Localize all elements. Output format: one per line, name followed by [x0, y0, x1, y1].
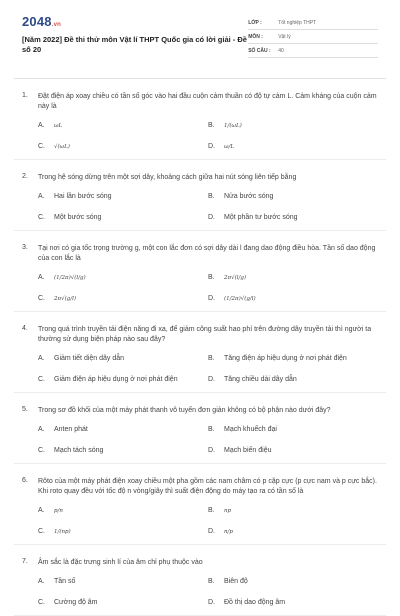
- option-letter: B.: [208, 193, 215, 200]
- option-text: Mạch tách sóng: [54, 447, 104, 454]
- question-number: 3.: [22, 244, 28, 251]
- question-number: 6.: [22, 477, 28, 484]
- option-text: ω/L: [224, 143, 234, 150]
- answer-option[interactable]: [208, 193, 378, 200]
- option-letter: C.: [38, 447, 45, 454]
- meta-row-grade: [248, 16, 378, 30]
- answer-option[interactable]: [38, 295, 208, 302]
- question-number: 1.: [22, 92, 28, 99]
- question-text: Trong hệ sóng dừng trên một sợi dây, khoảng cách giữa hai nút sóng liên tiếp bằng: [38, 174, 297, 181]
- question-row: [22, 558, 378, 568]
- option-text: n/p: [224, 528, 233, 535]
- answer-option[interactable]: [208, 528, 378, 535]
- option-letter: A.: [38, 507, 45, 514]
- option-text: Nửa bước sóng: [224, 193, 274, 200]
- option-letter: C.: [38, 599, 45, 606]
- meta-key: LỚP :: [248, 19, 262, 26]
- option-letter: C.: [38, 528, 45, 535]
- answer-options: [22, 355, 378, 383]
- meta-value: 40: [278, 47, 284, 54]
- option-letter: A.: [38, 274, 45, 281]
- question-text: Đặt điện áp xoay chiều có tần số góc vào hai đầu cuộn cảm thuần có độ tự cảm L. Cảm kháng của cuộn cảm này là: [38, 93, 377, 110]
- answer-option[interactable]: [38, 507, 208, 514]
- answer-option[interactable]: [208, 578, 378, 585]
- option-text: p/n: [54, 507, 63, 514]
- answer-option[interactable]: [208, 143, 378, 150]
- option-letter: D.: [208, 295, 215, 302]
- question-row: [22, 244, 378, 264]
- option-text: ωL: [54, 122, 63, 129]
- option-text: Một bước sóng: [54, 214, 102, 221]
- option-letter: A.: [38, 355, 45, 362]
- option-letter: A.: [38, 578, 45, 585]
- answer-option[interactable]: [208, 376, 378, 383]
- exam-meta: [248, 16, 378, 58]
- option-text: Giảm điện áp hiệu dụng ở nơi phát điện: [54, 376, 178, 383]
- logo-suffix: .vn: [51, 22, 62, 28]
- option-text: Tần số: [54, 578, 76, 585]
- option-text: np: [224, 507, 232, 514]
- option-text: Mạch biến điệu: [224, 447, 272, 454]
- option-letter: C.: [38, 376, 45, 383]
- option-text: Hai lần bước sóng: [54, 193, 112, 200]
- answer-option[interactable]: [208, 447, 378, 454]
- question-item: [14, 79, 386, 160]
- option-letter: B.: [208, 122, 215, 129]
- option-letter: C.: [38, 143, 45, 150]
- answer-option[interactable]: [38, 122, 208, 129]
- option-text: (1/2π)√(g/l): [224, 295, 256, 302]
- option-letter: B.: [208, 426, 215, 433]
- question-row: [22, 92, 378, 112]
- answer-option[interactable]: [208, 295, 378, 302]
- question-text: Rôto của một máy phát điện xoay chiều một pha gồm các nam châm có p cặp cực (p cực nam và p cực bắc). Khi roto quay đều với tốc độ n vòng/giây thì suất điện động do máy tạo ra có tần số là: [38, 478, 377, 495]
- option-text: Giảm tiết diện dây dẫn: [54, 355, 125, 362]
- question-item: [14, 160, 386, 231]
- meta-key: SỐ CÂU :: [248, 47, 271, 54]
- option-text: Tăng điện áp hiệu dụng ở nơi phát điện: [224, 355, 347, 362]
- option-text: Biên độ: [224, 578, 248, 585]
- question-item: [14, 312, 386, 393]
- option-letter: D.: [208, 599, 215, 606]
- option-letter: B.: [208, 274, 215, 281]
- answer-option[interactable]: [208, 426, 378, 433]
- answer-option[interactable]: [38, 214, 208, 221]
- option-letter: A.: [38, 426, 45, 433]
- question-text: Trong quá trình truyền tải điện năng đi xa, để giảm công suất hao phí trên đường dây truyền tải thì người ta thường sử dụng biện pháp nào sau đây?: [38, 326, 372, 343]
- option-text: Anten phát: [54, 426, 88, 433]
- question-item: [14, 545, 386, 616]
- option-letter: B.: [208, 355, 215, 362]
- answer-options: [22, 426, 378, 454]
- option-letter: D.: [208, 528, 215, 535]
- question-item: [14, 464, 386, 545]
- answer-option[interactable]: [38, 376, 208, 383]
- option-text: √(ωL): [54, 143, 70, 150]
- answer-option[interactable]: [38, 274, 208, 281]
- answer-option[interactable]: [38, 578, 208, 585]
- answer-option[interactable]: [208, 355, 378, 362]
- question-row: [22, 325, 378, 345]
- option-letter: D.: [208, 447, 215, 454]
- option-letter: A.: [38, 122, 45, 129]
- question-text: Trong sơ đồ khối của một máy phát thanh vô tuyến đơn giản không có bộ phận nào dưới đây?: [38, 407, 331, 414]
- option-letter: D.: [208, 143, 215, 150]
- answer-options: [22, 578, 378, 606]
- question-number: 4.: [22, 325, 28, 332]
- option-text: 1/(np): [54, 528, 71, 535]
- answer-options: [22, 193, 378, 221]
- option-text: 1/(ωL): [224, 122, 242, 129]
- option-letter: C.: [38, 295, 45, 302]
- answer-option[interactable]: [38, 599, 208, 606]
- option-text: 2π√(l/g): [224, 274, 247, 281]
- answer-option[interactable]: [38, 528, 208, 535]
- question-row: [22, 173, 378, 183]
- meta-value: Tốt nghiệp THPT: [278, 19, 317, 26]
- exam-header: [22, 10, 378, 72]
- answer-option[interactable]: [38, 426, 208, 433]
- option-letter: D.: [208, 214, 215, 221]
- answer-option[interactable]: [208, 122, 378, 129]
- answer-option[interactable]: [38, 447, 208, 454]
- answer-option[interactable]: [208, 507, 378, 514]
- answer-option[interactable]: [208, 274, 378, 281]
- question-item: [14, 393, 386, 464]
- question-item: [14, 231, 386, 312]
- option-letter: D.: [208, 376, 215, 383]
- question-number: 5.: [22, 406, 28, 413]
- question-list: [22, 79, 378, 616]
- question-text: Âm sắc là đặc trưng sinh lí của âm chỉ phụ thuộc vào: [38, 559, 203, 566]
- option-text: Cường độ âm: [54, 599, 98, 606]
- header-left: [22, 10, 248, 55]
- meta-row-count: [248, 44, 378, 58]
- option-text: (1/2π)√(l/g): [54, 274, 86, 281]
- answer-option[interactable]: [208, 599, 378, 606]
- option-letter: B.: [208, 507, 215, 514]
- option-text: Mạch khuếch đại: [224, 426, 277, 433]
- answer-options: [22, 122, 378, 150]
- answer-options: [22, 507, 378, 535]
- option-text: 2π√(g/l): [54, 295, 77, 302]
- meta-row-subject: [248, 30, 378, 44]
- option-text: Tăng chiều dài dây dẫn: [224, 376, 297, 383]
- exam-title: [Năm 2022] Đề thi thử môn Vật lí THPT Quốc gia có lời giải - Đề số 20: [22, 35, 247, 54]
- meta-value: Vật lý: [278, 33, 291, 40]
- answer-options: [22, 274, 378, 302]
- logo-main: 2048: [22, 14, 52, 29]
- answer-option[interactable]: [208, 214, 378, 221]
- site-logo[interactable]: [22, 14, 248, 29]
- answer-option[interactable]: [38, 143, 208, 150]
- question-number: 2.: [22, 173, 28, 180]
- option-letter: A.: [38, 193, 45, 200]
- question-row: [22, 406, 378, 416]
- question-row: [22, 477, 378, 497]
- option-text: Một phần tư bước sóng: [224, 214, 298, 221]
- meta-key: MÔN :: [248, 33, 263, 40]
- option-letter: B.: [208, 578, 215, 585]
- option-text: Đồ thị dao động âm: [224, 599, 286, 606]
- question-number: 7.: [22, 558, 28, 565]
- answer-option[interactable]: [38, 355, 208, 362]
- option-letter: C.: [38, 214, 45, 221]
- answer-option[interactable]: [38, 193, 208, 200]
- question-text: Tại nơi có gia tốc trọng trường g, một con lắc đơn có sợi dây dài l đang dao động điều hòa. Tần số dao động của con lắc là: [38, 245, 376, 262]
